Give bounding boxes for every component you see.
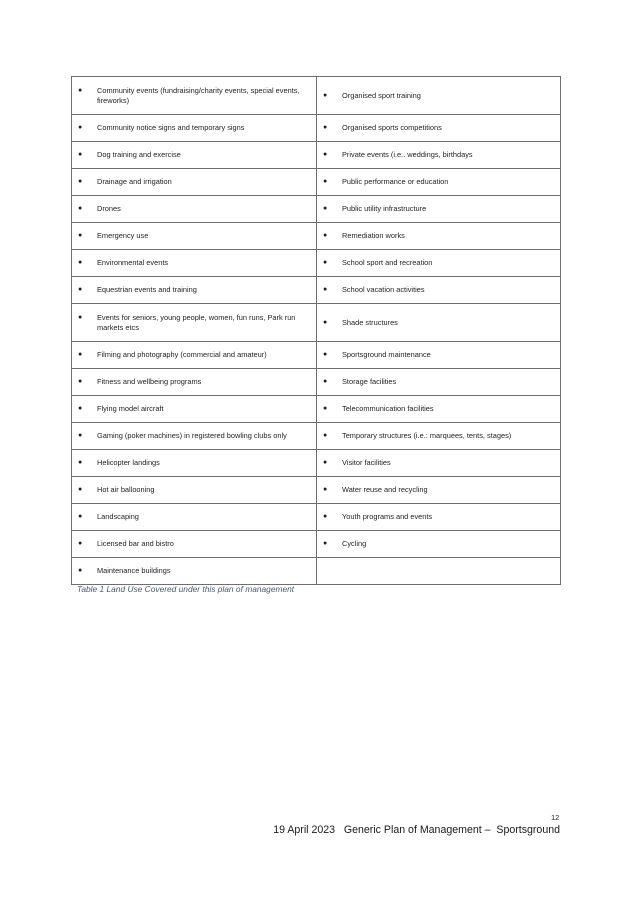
- table-row: [72, 423, 561, 450]
- land-use-item: Shade structures: [342, 317, 398, 327]
- land-use-item: Gaming (poker machines) in registered bowling clubs only: [97, 431, 287, 440]
- table-caption: Table 1 Land Use Covered under this plan of management: [77, 584, 295, 594]
- table-row: [72, 277, 561, 304]
- land-use-item: Organised sports competitions: [342, 123, 442, 132]
- land-use-item: Maintenance buildings: [97, 566, 171, 575]
- bullet-icon: ●: [78, 540, 83, 547]
- page-footer: 19 April 2023 Generic Plan of Management – Sportsground: [273, 824, 560, 836]
- land-use-item: Private events (i.e.. weddings, birthdays: [342, 150, 473, 159]
- bullet-icon: ●: [323, 459, 328, 466]
- table-row: [72, 558, 561, 585]
- bullet-icon: ●: [78, 313, 83, 321]
- table-cell-right: [317, 250, 561, 277]
- land-use-item: Drainage and irrigation: [97, 177, 172, 186]
- table-cell-left: [72, 169, 317, 196]
- bullet-icon: ●: [323, 405, 328, 412]
- land-use-item: Flying model aircraft: [97, 404, 164, 413]
- table-cell-left: [72, 115, 317, 142]
- table-cell-right: [317, 342, 561, 369]
- table-cell-left: [72, 277, 317, 304]
- bullet-icon: ●: [323, 513, 328, 520]
- table-cell-right: [317, 142, 561, 169]
- bullet-icon: ●: [323, 486, 328, 493]
- table-row: [72, 504, 561, 531]
- table-row: [72, 477, 561, 504]
- table-cell-left: [72, 558, 317, 585]
- bullet-icon: ●: [78, 232, 83, 239]
- table-cell-right: [317, 223, 561, 250]
- land-use-item: Community notice signs and temporary signs: [97, 123, 245, 132]
- table-cell-right: [317, 77, 561, 115]
- land-use-table-body: [72, 77, 561, 585]
- land-use-item: Drones: [97, 204, 121, 213]
- table-cell-left: [72, 423, 317, 450]
- table-cell-right: [317, 304, 561, 342]
- table-row: [72, 396, 561, 423]
- bullet-icon: ●: [78, 405, 83, 412]
- table-cell-right: [317, 531, 561, 558]
- bullet-icon: ●: [78, 259, 83, 266]
- land-use-item: Licensed bar and bistro: [97, 539, 174, 548]
- table-cell-left: [72, 342, 317, 369]
- bullet-icon: ●: [78, 205, 83, 212]
- table-cell-right: [317, 277, 561, 304]
- table-cell-left: [72, 77, 317, 115]
- table-cell-left: [72, 304, 317, 342]
- land-use-item: Landscaping: [97, 512, 139, 521]
- table-cell-left: [72, 531, 317, 558]
- land-use-item: Organised sport training: [342, 90, 421, 100]
- table-cell-left: [72, 450, 317, 477]
- table-cell-left: [72, 196, 317, 223]
- table-cell-right: [317, 115, 561, 142]
- land-use-item: Environmental events: [97, 258, 169, 267]
- bullet-icon: ●: [323, 232, 328, 239]
- land-use-item: Community events (fundraising/charity events, special events, fireworks): [97, 85, 300, 105]
- table-cell-right: [317, 450, 561, 477]
- bullet-icon: ●: [323, 540, 328, 547]
- table-cell-right: [317, 369, 561, 396]
- bullet-icon: ●: [323, 124, 328, 131]
- table-row: [72, 304, 561, 342]
- bullet-icon: ●: [78, 178, 83, 185]
- table-cell-right: [317, 196, 561, 223]
- bullet-icon: ●: [323, 151, 328, 158]
- table-row: [72, 250, 561, 277]
- land-use-item: Visitor facilities: [342, 458, 391, 467]
- table-row: [72, 223, 561, 250]
- table-cell-left: [72, 142, 317, 169]
- bullet-icon: ●: [78, 432, 83, 439]
- land-use-item: Public utility infrastructure: [342, 204, 427, 213]
- land-use-item: Fitness and wellbeing programs: [97, 377, 202, 386]
- table-row: [72, 196, 561, 223]
- table-row: [72, 450, 561, 477]
- bullet-icon: ●: [323, 286, 328, 293]
- bullet-icon: ●: [78, 351, 83, 358]
- bullet-icon: ●: [78, 513, 83, 520]
- bullet-icon: ●: [78, 124, 83, 131]
- bullet-icon: ●: [323, 259, 328, 266]
- land-use-item: Equestrian events and training: [97, 285, 197, 294]
- table-row: [72, 369, 561, 396]
- table-cell-right: [317, 396, 561, 423]
- land-use-item: Sportsground maintenance: [342, 350, 431, 359]
- bullet-icon: ●: [78, 286, 83, 293]
- table-cell-right: [317, 558, 561, 585]
- land-use-item: School sport and recreation: [342, 258, 433, 267]
- land-use-table: [71, 76, 561, 585]
- bullet-icon: ●: [78, 459, 83, 466]
- table-row: [72, 169, 561, 196]
- page-number: 12: [551, 813, 560, 822]
- land-use-item: Helicopter landings: [97, 458, 160, 467]
- table-row: [72, 115, 561, 142]
- table-cell-left: [72, 223, 317, 250]
- land-use-item: Remediation works: [342, 231, 405, 240]
- land-use-item: Cycling: [342, 539, 367, 548]
- bullet-icon: ●: [323, 318, 328, 326]
- table-row: [72, 77, 561, 115]
- land-use-item: Storage facilities: [342, 377, 397, 386]
- land-use-item: Public performance or education: [342, 177, 449, 186]
- bullet-icon: ●: [78, 567, 83, 574]
- land-use-item: Emergency use: [97, 231, 149, 240]
- bullet-icon: ●: [78, 486, 83, 493]
- table-cell-left: [72, 504, 317, 531]
- table-row: [72, 142, 561, 169]
- bullet-icon: ●: [78, 151, 83, 158]
- land-use-item: Youth programs and events: [342, 512, 433, 521]
- land-use-item: Events for seniors, young people, women, fun runs, Park run markets etcs: [97, 312, 296, 332]
- land-use-item: Hot air ballooning: [97, 485, 155, 494]
- table-cell-right: [317, 504, 561, 531]
- table-row: [72, 342, 561, 369]
- land-use-item: Water reuse and recycling: [342, 485, 428, 494]
- bullet-icon: ●: [323, 378, 328, 385]
- land-use-item: Telecommunication facilities: [342, 404, 434, 413]
- bullet-icon: ●: [78, 378, 83, 385]
- bullet-icon: ●: [323, 205, 328, 212]
- table-cell-left: [72, 477, 317, 504]
- table-cell-right: [317, 169, 561, 196]
- land-use-item: Filming and photography (commercial and amateur): [97, 350, 267, 359]
- table-cell-left: [72, 396, 317, 423]
- table-cell-right: [317, 423, 561, 450]
- table-row: [72, 531, 561, 558]
- bullet-icon: ●: [323, 178, 328, 185]
- bullet-icon: ●: [323, 432, 328, 439]
- land-use-item: Temporary structures (i.e.: marquees, tents, stages): [342, 431, 512, 440]
- bullet-icon: ●: [323, 351, 328, 358]
- land-use-item: School vacation activities: [342, 285, 425, 294]
- bullet-icon: ●: [78, 86, 83, 94]
- table-cell-left: [72, 250, 317, 277]
- table-cell-right: [317, 477, 561, 504]
- land-use-item: Dog training and exercise: [97, 150, 181, 159]
- bullet-icon: ●: [323, 91, 328, 99]
- table-cell-left: [72, 369, 317, 396]
